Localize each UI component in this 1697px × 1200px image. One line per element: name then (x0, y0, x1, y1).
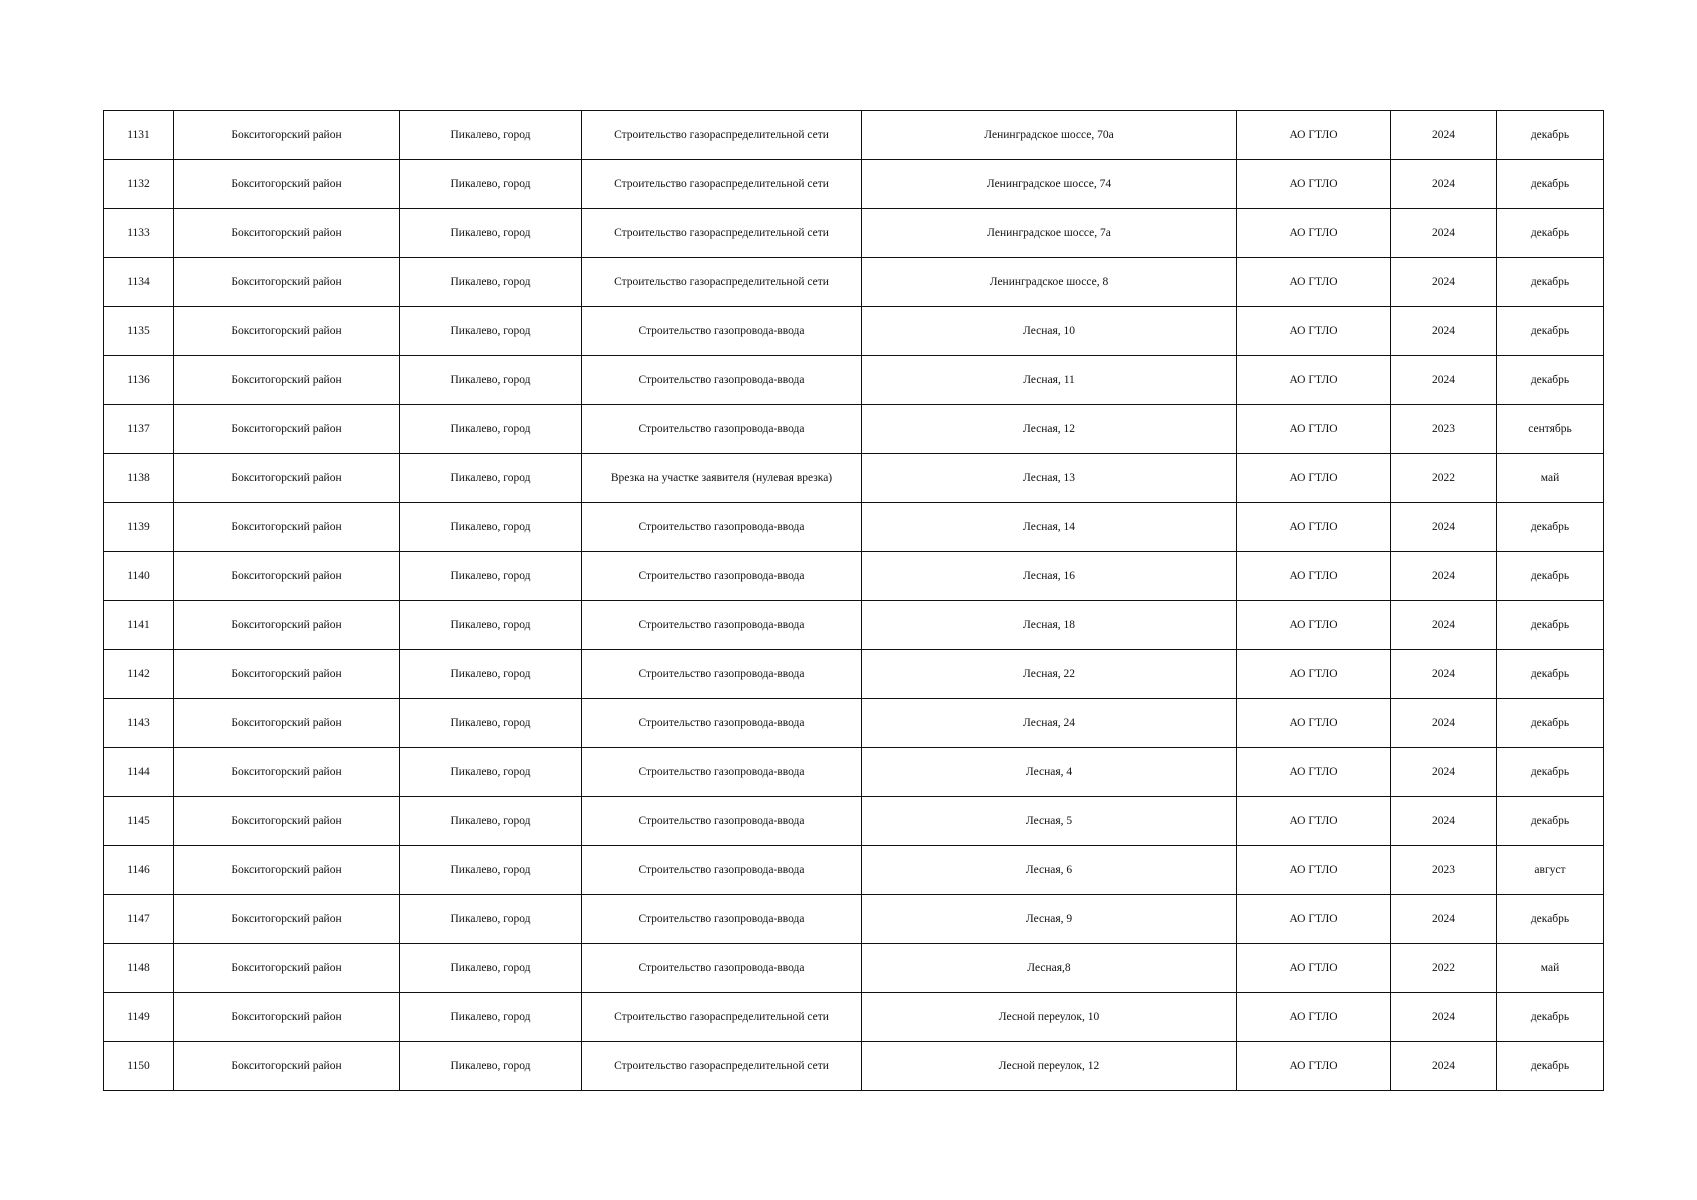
table-row (104, 111, 1604, 160)
district-cell: Бокситогорский район (174, 846, 400, 895)
work-type-cell: Строительство газораспределительной сети (582, 160, 862, 209)
table-row (104, 993, 1604, 1042)
locality-cell: Пикалево, город (400, 307, 582, 356)
year-cell: 2024 (1391, 160, 1497, 209)
district-cell: Бокситогорский район (174, 748, 400, 797)
table-row (104, 748, 1604, 797)
month-cell: декабрь (1497, 111, 1604, 160)
work-type-cell: Строительство газопровода-ввода (582, 944, 862, 993)
table-row (104, 944, 1604, 993)
organization-cell: АО ГТЛО (1237, 846, 1391, 895)
address-cell: Лесной переулок, 10 (862, 993, 1237, 1042)
year-cell: 2024 (1391, 601, 1497, 650)
table-row (104, 699, 1604, 748)
table-body (104, 111, 1604, 1091)
locality-cell: Пикалево, город (400, 944, 582, 993)
year-cell: 2024 (1391, 503, 1497, 552)
month-cell: декабрь (1497, 650, 1604, 699)
address-cell: Лесная, 18 (862, 601, 1237, 650)
organization-cell: АО ГТЛО (1237, 356, 1391, 405)
year-cell: 2022 (1391, 944, 1497, 993)
address-cell: Ленинградское шоссе, 70а (862, 111, 1237, 160)
row-number-cell: 1133 (104, 209, 174, 258)
address-cell: Ленинградское шоссе, 74 (862, 160, 1237, 209)
row-number-cell: 1138 (104, 454, 174, 503)
table-row (104, 895, 1604, 944)
work-type-cell: Строительство газопровода-ввода (582, 405, 862, 454)
row-number-cell: 1137 (104, 405, 174, 454)
address-cell: Лесная, 10 (862, 307, 1237, 356)
address-cell: Лесная, 5 (862, 797, 1237, 846)
row-number-cell: 1139 (104, 503, 174, 552)
gasification-schedule-table (103, 110, 1604, 1091)
address-cell: Лесная, 4 (862, 748, 1237, 797)
organization-cell: АО ГТЛО (1237, 797, 1391, 846)
row-number-cell: 1146 (104, 846, 174, 895)
row-number-cell: 1144 (104, 748, 174, 797)
month-cell: декабрь (1497, 748, 1604, 797)
month-cell: май (1497, 944, 1604, 993)
table-row (104, 503, 1604, 552)
work-type-cell: Строительство газопровода-ввода (582, 699, 862, 748)
locality-cell: Пикалево, город (400, 699, 582, 748)
table-row (104, 601, 1604, 650)
year-cell: 2023 (1391, 846, 1497, 895)
locality-cell: Пикалево, город (400, 895, 582, 944)
locality-cell: Пикалево, город (400, 552, 582, 601)
table-row (104, 356, 1604, 405)
row-number-cell: 1147 (104, 895, 174, 944)
district-cell: Бокситогорский район (174, 895, 400, 944)
table-row (104, 552, 1604, 601)
work-type-cell: Строительство газораспределительной сети (582, 993, 862, 1042)
organization-cell: АО ГТЛО (1237, 503, 1391, 552)
organization-cell: АО ГТЛО (1237, 748, 1391, 797)
locality-cell: Пикалево, город (400, 160, 582, 209)
year-cell: 2024 (1391, 650, 1497, 699)
locality-cell: Пикалево, город (400, 454, 582, 503)
locality-cell: Пикалево, город (400, 258, 582, 307)
address-cell: Лесная, 13 (862, 454, 1237, 503)
row-number-cell: 1132 (104, 160, 174, 209)
address-cell: Лесная, 22 (862, 650, 1237, 699)
district-cell: Бокситогорский район (174, 699, 400, 748)
organization-cell: АО ГТЛО (1237, 405, 1391, 454)
locality-cell: Пикалево, город (400, 111, 582, 160)
table-row (104, 650, 1604, 699)
organization-cell: АО ГТЛО (1237, 160, 1391, 209)
year-cell: 2024 (1391, 307, 1497, 356)
district-cell: Бокситогорский район (174, 601, 400, 650)
month-cell: декабрь (1497, 601, 1604, 650)
row-number-cell: 1145 (104, 797, 174, 846)
locality-cell: Пикалево, город (400, 650, 582, 699)
row-number-cell: 1150 (104, 1042, 174, 1091)
table-row (104, 1042, 1604, 1091)
year-cell: 2024 (1391, 258, 1497, 307)
address-cell: Лесная, 9 (862, 895, 1237, 944)
work-type-cell: Строительство газораспределительной сети (582, 209, 862, 258)
work-type-cell: Строительство газораспределительной сети (582, 111, 862, 160)
district-cell: Бокситогорский район (174, 356, 400, 405)
organization-cell: АО ГТЛО (1237, 944, 1391, 993)
work-type-cell: Строительство газопровода-ввода (582, 356, 862, 405)
table-row (104, 797, 1604, 846)
row-number-cell: 1134 (104, 258, 174, 307)
row-number-cell: 1141 (104, 601, 174, 650)
organization-cell: АО ГТЛО (1237, 1042, 1391, 1091)
row-number-cell: 1131 (104, 111, 174, 160)
row-number-cell: 1142 (104, 650, 174, 699)
month-cell: декабрь (1497, 993, 1604, 1042)
table-row (104, 258, 1604, 307)
organization-cell: АО ГТЛО (1237, 454, 1391, 503)
work-type-cell: Строительство газопровода-ввода (582, 650, 862, 699)
district-cell: Бокситогорский район (174, 650, 400, 699)
organization-cell: АО ГТЛО (1237, 993, 1391, 1042)
locality-cell: Пикалево, город (400, 601, 582, 650)
year-cell: 2022 (1391, 454, 1497, 503)
year-cell: 2024 (1391, 1042, 1497, 1091)
table-row (104, 209, 1604, 258)
work-type-cell: Строительство газопровода-ввода (582, 503, 862, 552)
locality-cell: Пикалево, город (400, 503, 582, 552)
month-cell: декабрь (1497, 160, 1604, 209)
locality-cell: Пикалево, город (400, 356, 582, 405)
row-number-cell: 1140 (104, 552, 174, 601)
month-cell: декабрь (1497, 307, 1604, 356)
district-cell: Бокситогорский район (174, 993, 400, 1042)
address-cell: Лесная, 11 (862, 356, 1237, 405)
work-type-cell: Строительство газопровода-ввода (582, 307, 862, 356)
address-cell: Лесная, 24 (862, 699, 1237, 748)
district-cell: Бокситогорский район (174, 111, 400, 160)
row-number-cell: 1136 (104, 356, 174, 405)
district-cell: Бокситогорский район (174, 503, 400, 552)
address-cell: Ленинградское шоссе, 8 (862, 258, 1237, 307)
row-number-cell: 1135 (104, 307, 174, 356)
year-cell: 2024 (1391, 797, 1497, 846)
locality-cell: Пикалево, город (400, 1042, 582, 1091)
district-cell: Бокситогорский район (174, 258, 400, 307)
month-cell: декабрь (1497, 209, 1604, 258)
month-cell: август (1497, 846, 1604, 895)
organization-cell: АО ГТЛО (1237, 650, 1391, 699)
organization-cell: АО ГТЛО (1237, 895, 1391, 944)
row-number-cell: 1148 (104, 944, 174, 993)
month-cell: сентябрь (1497, 405, 1604, 454)
work-type-cell: Врезка на участке заявителя (нулевая врезка) (582, 454, 862, 503)
month-cell: декабрь (1497, 699, 1604, 748)
locality-cell: Пикалево, город (400, 797, 582, 846)
work-type-cell: Строительство газопровода-ввода (582, 895, 862, 944)
year-cell: 2024 (1391, 895, 1497, 944)
address-cell: Лесная,8 (862, 944, 1237, 993)
district-cell: Бокситогорский район (174, 454, 400, 503)
district-cell: Бокситогорский район (174, 797, 400, 846)
year-cell: 2024 (1391, 748, 1497, 797)
work-type-cell: Строительство газопровода-ввода (582, 846, 862, 895)
month-cell: декабрь (1497, 258, 1604, 307)
year-cell: 2023 (1391, 405, 1497, 454)
table-row (104, 160, 1604, 209)
address-cell: Лесная, 12 (862, 405, 1237, 454)
address-cell: Лесная, 16 (862, 552, 1237, 601)
district-cell: Бокситогорский район (174, 307, 400, 356)
work-type-cell: Строительство газопровода-ввода (582, 748, 862, 797)
district-cell: Бокситогорский район (174, 405, 400, 454)
locality-cell: Пикалево, город (400, 405, 582, 454)
year-cell: 2024 (1391, 209, 1497, 258)
organization-cell: АО ГТЛО (1237, 601, 1391, 650)
district-cell: Бокситогорский район (174, 944, 400, 993)
month-cell: декабрь (1497, 552, 1604, 601)
organization-cell: АО ГТЛО (1237, 552, 1391, 601)
organization-cell: АО ГТЛО (1237, 111, 1391, 160)
year-cell: 2024 (1391, 552, 1497, 601)
district-cell: Бокситогорский район (174, 1042, 400, 1091)
year-cell: 2024 (1391, 699, 1497, 748)
year-cell: 2024 (1391, 993, 1497, 1042)
month-cell: декабрь (1497, 503, 1604, 552)
work-type-cell: Строительство газопровода-ввода (582, 552, 862, 601)
month-cell: декабрь (1497, 356, 1604, 405)
work-type-cell: Строительство газораспределительной сети (582, 258, 862, 307)
organization-cell: АО ГТЛО (1237, 699, 1391, 748)
work-type-cell: Строительство газопровода-ввода (582, 601, 862, 650)
table-row (104, 405, 1604, 454)
district-cell: Бокситогорский район (174, 160, 400, 209)
table-row (104, 846, 1604, 895)
row-number-cell: 1143 (104, 699, 174, 748)
table-row (104, 454, 1604, 503)
locality-cell: Пикалево, город (400, 748, 582, 797)
month-cell: декабрь (1497, 895, 1604, 944)
address-cell: Лесная, 6 (862, 846, 1237, 895)
year-cell: 2024 (1391, 356, 1497, 405)
row-number-cell: 1149 (104, 993, 174, 1042)
locality-cell: Пикалево, город (400, 846, 582, 895)
month-cell: май (1497, 454, 1604, 503)
address-cell: Лесная, 14 (862, 503, 1237, 552)
table-row (104, 307, 1604, 356)
district-cell: Бокситогорский район (174, 552, 400, 601)
work-type-cell: Строительство газораспределительной сети (582, 1042, 862, 1091)
year-cell: 2024 (1391, 111, 1497, 160)
address-cell: Лесной переулок, 12 (862, 1042, 1237, 1091)
month-cell: декабрь (1497, 1042, 1604, 1091)
work-type-cell: Строительство газопровода-ввода (582, 797, 862, 846)
organization-cell: АО ГТЛО (1237, 307, 1391, 356)
address-cell: Ленинградское шоссе, 7а (862, 209, 1237, 258)
locality-cell: Пикалево, город (400, 993, 582, 1042)
month-cell: декабрь (1497, 797, 1604, 846)
district-cell: Бокситогорский район (174, 209, 400, 258)
organization-cell: АО ГТЛО (1237, 209, 1391, 258)
organization-cell: АО ГТЛО (1237, 258, 1391, 307)
locality-cell: Пикалево, город (400, 209, 582, 258)
